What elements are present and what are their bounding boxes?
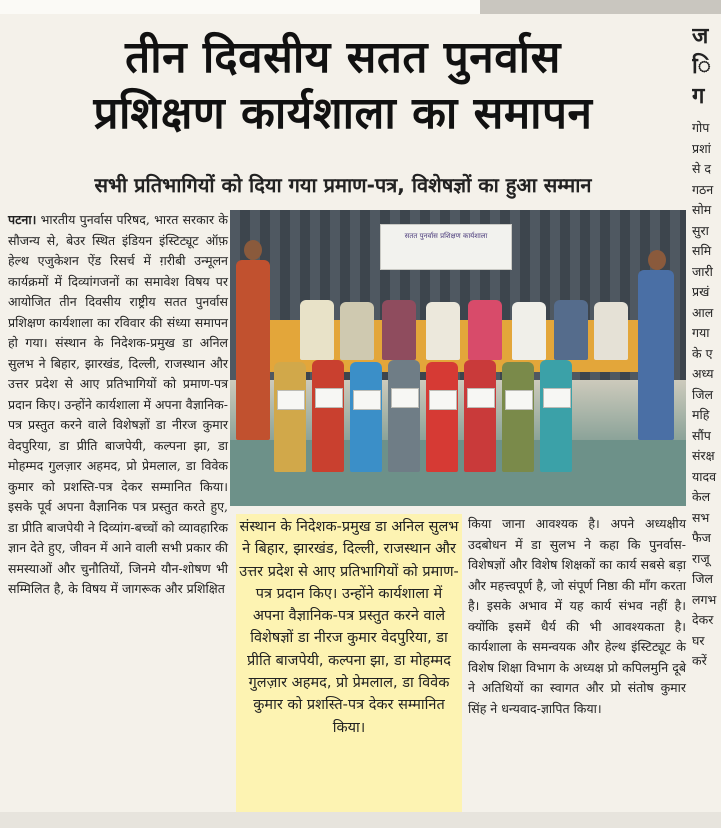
paragraph-1: भारतीय पुनर्वास परिषद, भारत सरकार के सौजन्य से, बेउर स्थित इंडियन इंस्टिट्यूट ऑफ़ हेल्थ एजुकेशन ऐंड रिसर्च में ग़रीबी उन्मूलन कार्यक्रमों में दिव्यांगजनों का समावेश विषय पर आयोजित तीन दिवसीय राष्ट्रीय सतत पुनर्वास प्रशिक्षण कार्यशाला का रविवार की संध्या समापन हो गया। संस्थान के निदेशक-प्रमुख डा अनिल सुलभ ने बिहार, झारखंड, दिल्ली, राजस्थान और उत्तर प्रदेश से आए प्रतिभागियों को प्रमाण-पत्र प्रदान किए। उन्होंने कार्यशाला में अपना वैज्ञानिक-पत्र प्रस्तुत करने वाले विशेषज्ञों डा नीरज कुमार वेदपुरिया, डा प्रीति बाजपेयी, कल्पना झा, डा मोहम्मद गुलज़ार अहमद, प्रो प्रेमलाल, डा विवेक कुमार को प्रशस्ति-पत्र देकर सम्मानित किया। [8,212,228,494]
certificate [429,390,457,410]
person-head [648,250,666,270]
certificate [353,390,381,410]
participant-woman [540,360,572,472]
bottom-strip [0,812,721,828]
headline-line-2: प्रशिक्षण कार्यशाला का समापन [93,88,593,139]
top-strip [0,0,721,14]
person-seated [300,300,334,360]
person-seated [340,302,374,360]
paragraph-2: इसके पूर्व अपना वैज्ञानिक पत्र प्रस्तुत करते हुए, डा प्रीति बाजपेयी ने दिव्यांग-बच्चों को व्यावहारिक ज्ञान देते हुए, जीवन में आने वाली सभी प्रकार की समस्याओं और चुनौतियों, जिनमे यौन-शोषण भी सम्मिलित है, के विषय में जागरूक और प्रशिक्षित [8,499,228,596]
headline-line-1: तीन दिवसीय सतत पुनर्वास [125,32,561,83]
adjacent-article-clipped [692,22,721,822]
certificate [467,388,495,408]
person-seated [594,302,628,360]
person-standing [638,270,674,440]
dateline: पटना। [8,212,37,227]
participant-woman [502,362,534,472]
adjacent-headline: ज ि ग [692,24,711,109]
participant-woman [274,362,306,472]
person-seated [426,302,460,360]
participant-woman [312,360,344,472]
certificate [315,388,343,408]
body-column-left [8,210,228,600]
group-photo [230,210,686,506]
person-seated [468,300,502,360]
certificate [391,388,419,408]
certificate [543,388,571,408]
person-head [244,240,262,260]
headline [8,30,678,142]
person-seated [554,300,588,360]
participant-woman [388,360,420,472]
person-seated [512,302,546,360]
participant-woman [464,360,496,472]
body-column-right: किया जाना आवश्यक है। अपने अध्यक्षीय उदबोधन में डा सुलभ ने कहा कि पुनर्वास-विशेषज्ञों और विशेष शिक्षकों का कार्य सबसे बड़ा और महत्त्वपूर्ण है, जो संपूर्ण निष्ठा की माँग करता है। इसके अभाव में यह कार्य संभव नहीं है। क्योंकि इसमें धैर्य की भी आवश्यकता है। कार्यशाला के समन्वयक और हेल्थ इंस्टिट्यूट के विशेष शिक्षा विभाग के अध्यक्ष प्रो कपिलमुनि दूबे ने अतिथियों का स्वागत और प्रो संतोष कुमार सिंह ने धन्यवाद-ज्ञापित किया। [468,516,686,716]
adjacent-body: गोप प्रशां से द गठन सोम सुरा समि जारी प्रखं आल गया के ए अध्य जिल महि सौंप संरक्ष यादव केल सभ फैज राजू जिल लगभ देकर घर करें [692,120,717,668]
participant-woman [426,362,458,472]
person-seated [382,300,416,360]
certificate [277,390,305,410]
pull-quote: संस्थान के निदेशक-प्रमुख डा अनिल सुलभ ने बिहार, झारखंड, दिल्ली, राजस्थान और उत्तर प्रदेश से आए प्रतिभागियों को प्रमाण-पत्र प्रदान किए। उन्होंने कार्यशाला में अपना वैज्ञानिक-पत्र प्रस्तुत करने वाले विशेषज्ञों डा नीरज कुमार वेदपुरिया, डा प्रीति बाजपेयी, कल्पना झा, डा मोहम्मद गुलज़ार अहमद, प्रो प्रेमलाल, डा विवेक कुमार को प्रशस्ति-पत्र देकर सम्मानित किया। [236,514,462,812]
person-standing [236,260,270,440]
top-strip-block [480,0,721,14]
photo-banner: सतत पुनर्वास प्रशिक्षण कार्यशाला [380,224,512,270]
subheadline: सभी प्रतिभागियों को दिया गया प्रमाण-पत्र, विशेषज्ञों का हुआ सम्मान [94,173,592,197]
participant-woman [350,362,382,472]
news-article [8,22,686,812]
certificate [505,390,533,410]
